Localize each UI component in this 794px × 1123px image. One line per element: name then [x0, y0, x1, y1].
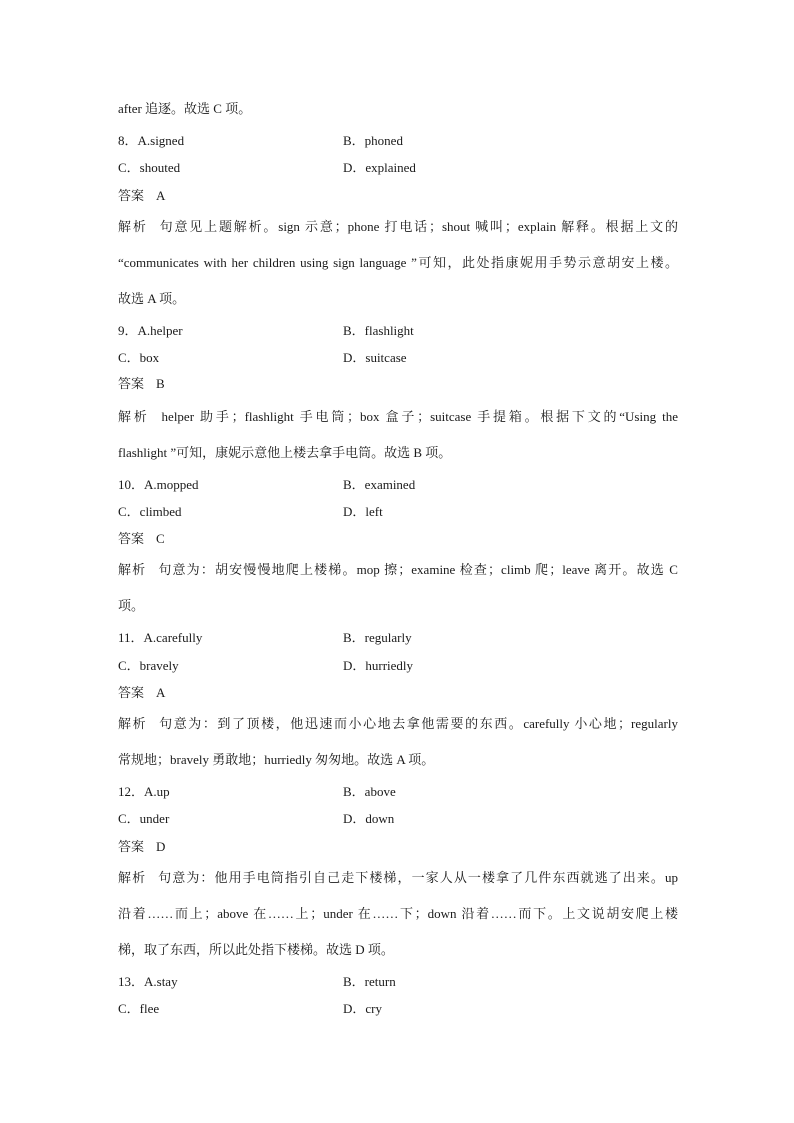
answer-label: 答案 [118, 839, 145, 854]
continued-analysis-line: after 追逐。故选 C 项。 [118, 101, 252, 116]
q11-analysis-line-2: 常规地；bravely 勇敢地；hurriedly 匆匆地。故选 A 项。 [118, 752, 435, 767]
q10-analysis-line-2: 项。 [118, 598, 145, 613]
q9-analysis-line-2: flashlight ”可知，康妮示意他上楼去拿手电筒。故选 B 项。 [118, 445, 452, 460]
answer-value: A [156, 685, 166, 700]
q8-analysis-line-3: 故选 A 项。 [118, 291, 186, 306]
q9-option-d: D．suitcase [343, 350, 407, 365]
analysis-text: 句意为：胡安慢慢地爬上楼梯。mop 擦；examine 检查；climb 爬；leave 离开。故选 C [158, 562, 678, 577]
analysis-label: 解析 [118, 409, 150, 424]
q8-option-b: B．phoned [343, 133, 403, 148]
q10-option-a: 10．A.mopped [118, 477, 199, 492]
q12-analysis-line-2: 沿着……而上；above 在……上；under 在……下；down 沿着……而下。上文说胡安爬上楼 [118, 906, 678, 921]
q11-option-b: B．regularly [343, 630, 412, 645]
answer-label: 答案 [118, 531, 145, 546]
q11-option-c: C．bravely [118, 658, 179, 673]
analysis-label: 解析 [118, 562, 147, 577]
q12-option-c: C．under [118, 811, 170, 826]
answer-label: 答案 [118, 685, 145, 700]
answer-value: D [156, 839, 166, 854]
answer-label: 答案 [118, 376, 145, 391]
q12-analysis-line-3: 梯，取了东西，所以此处指下楼梯。故选 D 项。 [118, 942, 394, 957]
q12-option-a: 12．A.up [118, 784, 170, 799]
q8-option-c: C．shouted [118, 160, 181, 175]
analysis-text: 句意为：他用手电筒指引自己走下楼梯，一家人从一楼拿了几件东西就逃了出来。up [158, 870, 678, 885]
q12-analysis-line-1 [118, 870, 678, 886]
q13-option-b: B．return [343, 974, 396, 989]
q10-option-b: B．examined [343, 477, 416, 492]
q10-answer [118, 531, 678, 547]
q13-option-d: D．cry [343, 1001, 382, 1016]
q11-analysis-line-1 [118, 716, 678, 732]
q8-option-d: D．explained [343, 160, 416, 175]
answer-label: 答案 [118, 188, 145, 203]
q13-option-a: 13．A.stay [118, 974, 178, 989]
q10-option-c: C．climbed [118, 504, 182, 519]
q11-option-d: D．hurriedly [343, 658, 414, 673]
q9-option-c: C．box [118, 350, 160, 365]
q10-option-d: D．left [343, 504, 383, 519]
analysis-label: 解析 [118, 870, 147, 885]
analysis-label: 解析 [118, 219, 148, 234]
q12-answer [118, 839, 678, 855]
analysis-text: 句意见上题解析。sign 示意；phone 打电话；shout 喊叫；explain 解释。根据上文的 [159, 219, 678, 234]
q8-analysis-line-1 [118, 219, 678, 235]
q11-option-a: 11．A.carefully [118, 630, 203, 645]
q9-answer [118, 376, 678, 392]
answer-value: A [156, 188, 166, 203]
q9-analysis-line-1 [118, 409, 678, 425]
answer-value: C [156, 531, 165, 546]
q10-analysis-line-1 [118, 562, 678, 578]
q8-analysis-line-2: “communicates with her children using sign language ”可知，此处指康妮用手势示意胡安上楼。 [118, 255, 678, 270]
answer-value: B [156, 376, 165, 391]
q13-option-c: C．flee [118, 1001, 160, 1016]
q12-option-d: D．down [343, 811, 395, 826]
analysis-text: 句意为：到了顶楼，他迅速而小心地去拿他需要的东西。carefully 小心地；regularly [159, 716, 678, 731]
analysis-text: helper 助手；flashlight 手电筒；box 盒子；suitcase 手提箱。根据下文的“Using the [161, 409, 678, 424]
q8-option-a: 8．A.signed [118, 133, 185, 148]
q9-option-a: 9．A.helper [118, 323, 183, 338]
q12-option-b: B．above [343, 784, 396, 799]
q8-answer [118, 188, 678, 204]
q9-option-b: B．flashlight [343, 323, 414, 338]
q11-answer [118, 685, 678, 701]
analysis-label: 解析 [118, 716, 148, 731]
